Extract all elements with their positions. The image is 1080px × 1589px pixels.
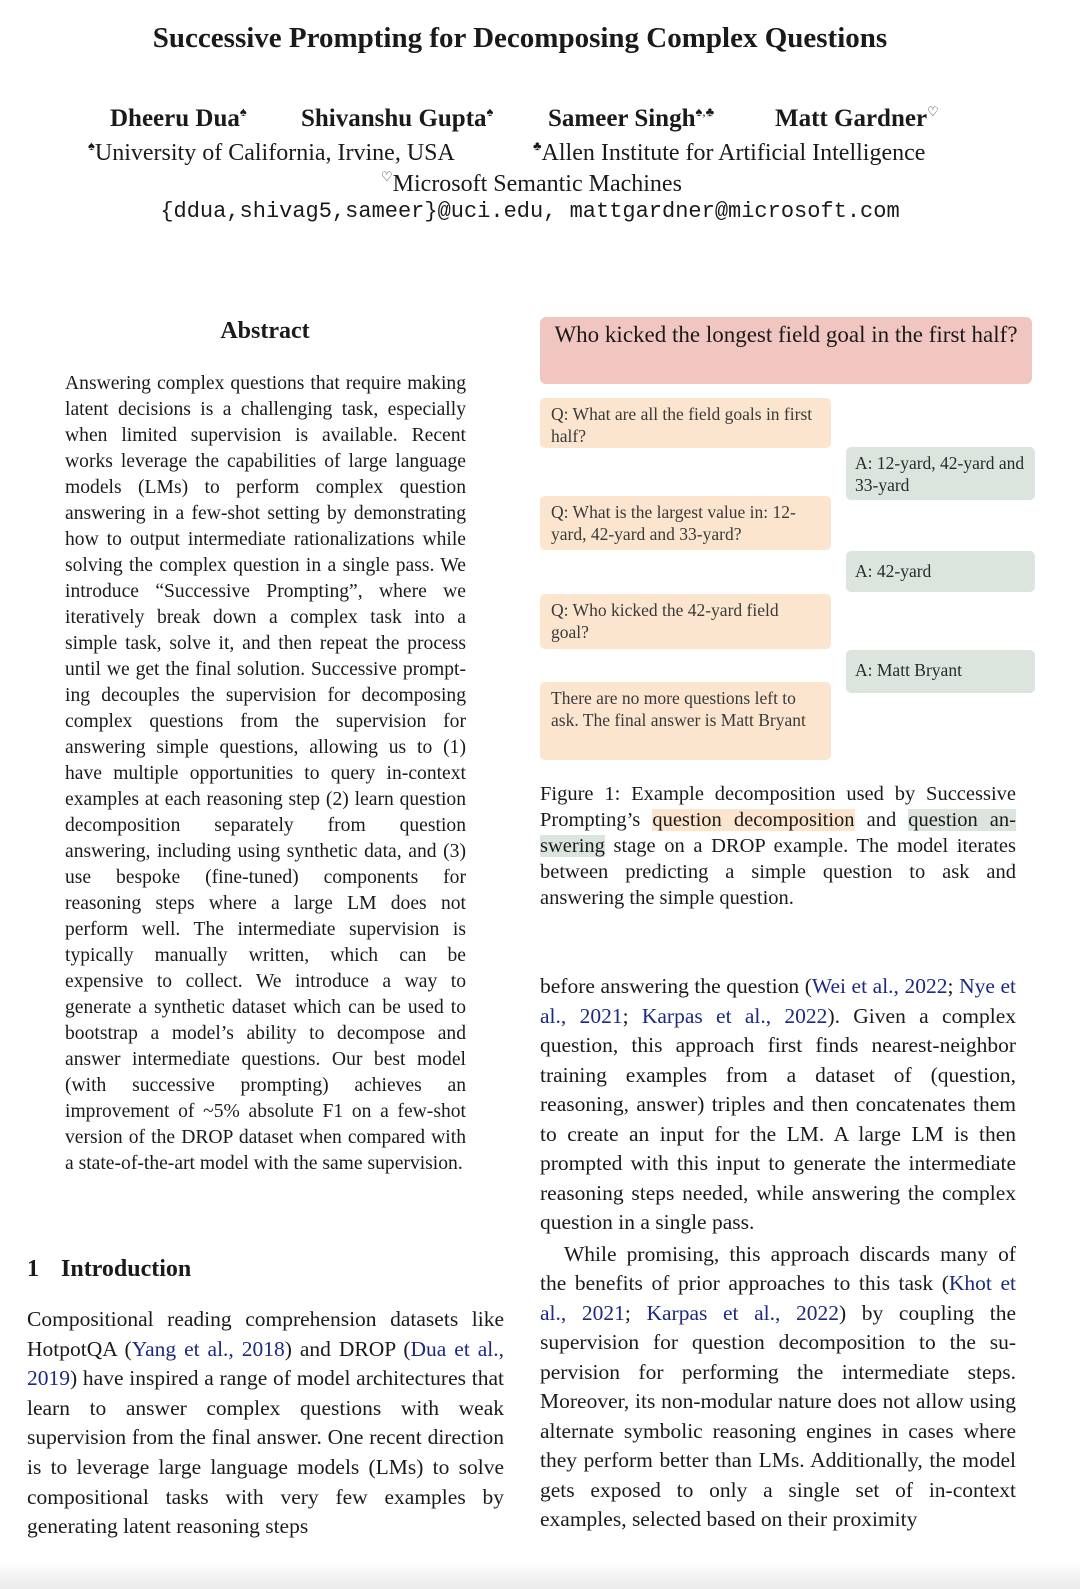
- affiliation: ♡Microsoft Semantic Machines: [381, 169, 682, 197]
- figure-answer-box: A: Matt Bryant: [846, 650, 1035, 693]
- caption-highlight-answering: question answering: [540, 809, 1016, 857]
- author: Sameer Singh♠,♣: [548, 104, 715, 132]
- figure-caption: Figure 1: Example decomposition used by Successive Prompting’s question decomposition and question answering stage on a DROP example. The model iterates between predicting a simple question to ask and answering the simple question.: [540, 783, 1016, 909]
- figure-subquestion-box: Q: What is the largest value in: 12-yard, 42-yard and 33-yard?: [540, 496, 831, 550]
- citation-link[interactable]: Yang et al., 2018: [131, 1336, 285, 1361]
- author: Matt Gardner♡: [775, 104, 939, 132]
- body-paragraph: While promising, this approach discards many of the benefits of prior approaches to this task (Khot et al., 2021; Karpas et al., 2022) by coupling the supervision for question decomposition to the supervision for performing the intermediate steps. Moreover, its non-modular nature does not allow using alternate symbolic reasoning engines in cases where they perform better than LMs. Additionally, the model gets exposed to only a single set of in-context examples, selected based on their proximity: [540, 1241, 1016, 1531]
- figure-main-question: Who kicked the longest field goal in the first half?: [540, 317, 1032, 384]
- citation-link[interactable]: Wei et al., 2022: [811, 974, 948, 998]
- figure-subquestion-box: Q: What are all the field goals in first half?: [540, 398, 831, 448]
- citation-link[interactable]: Karpas et al., 2022: [641, 1003, 828, 1028]
- bottom-shadow: [0, 1562, 1080, 1589]
- citation-link[interactable]: Karpas et al., 2022: [646, 1300, 839, 1325]
- body-paragraph: before answering the question (Wei et al., 2022; Nye et al., 2021; Karpas et al., 2022). Given a complex question, this approach first finds nearest-neighbor training examples from a dataset of (question, reasoning, answer) triples and then concatenates them to create an input for the LM. A large LM is then prompted with this input to generate the intermediate reasoning steps needed, while answering the complex question in a single pass.: [540, 974, 1016, 1234]
- figure-answer-box: A: 42-yard: [846, 551, 1035, 592]
- citation-link[interactable]: Nye et al., 2021: [540, 974, 1016, 1028]
- author-emails: {ddua,shivag5,sameer}@uci.edu, mattgardner@microsoft.com: [160, 199, 900, 224]
- figure-answer-box: A: 12-yard, 42-yard and 33-yard: [846, 447, 1035, 500]
- intro-paragraph: Compositional reading comprehension datasets like HotpotQA (Yang et al., 2018) and DROP (Dua et al., 2019) have inspired a range of model architectures that learn to answer complex questions with weak supervision from the final answer. One recent direction is to leverage large language models (LMs) to solve compositional tasks with very few examples by generating latent reasoning steps: [27, 1307, 505, 1539]
- abstract-text: Answering complex questions that require making latent decisions is a challenging task, especially when limited supervision is available. Recent works leverage the capabilities of large language models (LMs) to perform complex question answering in a few-shot setting by demonstrating how to output intermediate rationalizations while solving the complex question in a single pass. We introduce “Successive Prompting”, where we iteratively break down a complex task into a simple task, solve it, and then repeat the process until we get the final solution. Successive prompting decouples the supervision for decomposing complex questions from the supervision for answering simple questions, allowing us to (1) have multiple opportunities to query in-context examples at each reasoning step (2) learn question decomposition separately from question answering, including using synthetic data, and (3) use bespoke (fine-tuned) components for reasoning steps where a large LM does not perform well. The intermediate supervision is typically manually written, which can be expensive to collect. We introduce a way to generate a synthetic dataset which can be used to bootstrap a model’s ability to decompose and answer intermediate questions. Our best model (with successive prompting) achieves an improvement of ~5% absolute F1 on a few-shot version of the DROP dataset when compared with a state-of-the-art model with the same supervision.: [65, 373, 466, 1174]
- paper-title: Successive Prompting for Decomposing Complex Questions: [152, 22, 888, 54]
- author: Dheeru Dua♠: [110, 104, 247, 132]
- citation-link[interactable]: Dua et al., 2019: [27, 1336, 505, 1391]
- caption-highlight-decomposition: question decomposition: [652, 809, 855, 831]
- affiliation: ♣Allen Institute for Artificial Intelligence: [533, 138, 926, 166]
- affiliation: ♠University of California, Irvine, USA: [88, 138, 455, 166]
- right-column-body: [540, 972, 1016, 1535]
- author: Shivanshu Gupta♠: [301, 104, 494, 132]
- figure-subquestion-box: Q: Who kicked the 42-yard field goal?: [540, 594, 831, 649]
- abstract-heading: Abstract: [220, 318, 310, 344]
- figure-final-answer-box: There are no more questions left to ask. The final answer is Matt Bryant: [540, 682, 831, 760]
- citation-link[interactable]: Khot et al., 2021: [540, 1271, 1016, 1325]
- section-heading: 1 Introduction: [27, 1256, 192, 1282]
